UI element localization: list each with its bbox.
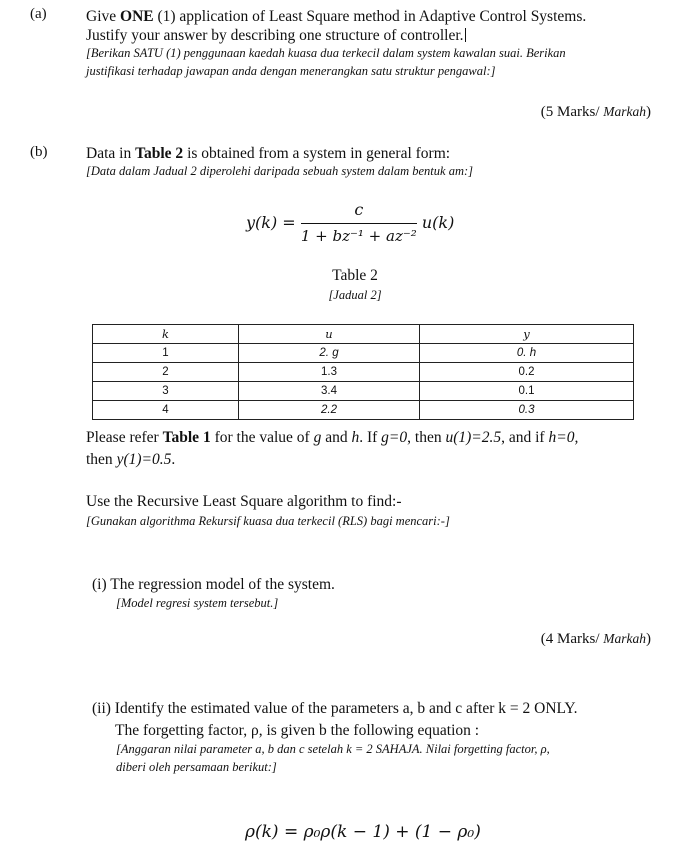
refer-paragraph [86,427,656,471]
table-cell: 1.3 [239,363,420,382]
question-i: (i) The regression model of the system. [92,576,335,593]
equation-denominator: 1 + bz⁻¹ + az⁻² [301,223,417,245]
refer-line-2: then y(1)=0.5. [86,451,176,468]
equation-lhs: y(k) = [246,213,296,232]
part-a-label: (a) [30,6,47,22]
table-cell: 0.2 [420,363,634,382]
part-a-line-1: Give ONE (1) application of Least Square method in Adaptive Control Systems. [86,8,587,25]
table-cell: 2 [93,363,239,382]
system-equation [246,200,454,245]
table-cell: 0.1 [420,382,634,401]
header-y: y [420,325,634,344]
part-a-translation-line-1: [Berikan SATU (1) penggunaan kaedah kuasa dua terkecil dalam system kawalan suai. Berikan [86,46,566,60]
part-a-question [86,7,656,45]
question-ii-line-1: (ii) Identify the estimated value of the parameters a, b and c after k = 2 ONLY. [92,700,578,717]
table-cell: 1 [93,344,239,363]
table-cell: 3.4 [239,382,420,401]
table-cell: 4 [93,401,239,420]
table-cell: 0. h [420,344,634,363]
question-ii-translation [116,740,656,776]
part-b-label: (b) [30,144,48,160]
question-ii-translation-line-1: [Anggaran nilai parameter a, b dan c setelah k = 2 SAHAJA. Nilai forgetting factor, ρ, [116,742,550,756]
table-cell: 0.3 [420,401,634,420]
table-header-row [93,325,634,344]
part-a-translation-line-2: justifikasi terhadap jawapan anda dengan menerangkan satu struktur pengawal:] [86,64,496,78]
table-row [93,344,634,363]
table-cell: 3 [93,382,239,401]
part-a-line-2: Justify your answer by describing one structure of controller. [86,27,464,44]
question-i-translation: [Model regresi system tersebut.] [116,596,279,610]
table-cell: 2.2 [239,401,420,420]
equation-numerator: c [354,200,364,219]
table-row [93,363,634,382]
data-table [92,324,634,420]
question-ii-translation-line-2: diberi oleh persamaan berikut:] [116,760,277,774]
header-u: u [239,325,420,344]
part-a-marks: (5 Marks/ Markah) [540,104,651,120]
table-row [93,382,634,401]
text-cursor [465,28,466,42]
table-caption-translation: [Jadual 2] [328,288,382,302]
question-ii-line-2: The forgetting factor, ρ, is given b the following equation : [115,722,480,739]
table-row [93,401,634,420]
equation-fraction [301,200,417,245]
table-cell: 2. g [239,344,420,363]
header-k: k [93,325,239,344]
equation-rhs: u(k) [421,213,455,232]
question-i-marks: (4 Marks/ Markah) [540,631,651,647]
part-a-translation [86,44,661,80]
rls-instruction: Use the Recursive Least Square algorithm to find:- [86,493,402,510]
part-b-intro: Data in Table 2 is obtained from a system in general form: [86,145,451,162]
table-caption: Table 2 [332,267,378,284]
question-ii [92,698,662,742]
rls-translation: [Gunakan algorithma Rekursif kuasa dua terkecil (RLS) bagi mencari:-] [86,514,450,528]
forgetting-factor-equation: ρ(k) = ρ₀ρ(k − 1) + (1 − ρ₀) [245,822,481,842]
refer-line-1: Please refer Table 1 for the value of g and h. If g=0, then u(1)=2.5, and if h=0, [86,429,579,446]
part-b-intro-translation: [Data dalam Jadual 2 diperolehi daripada sebuah system dalam bentuk am:] [86,164,473,178]
